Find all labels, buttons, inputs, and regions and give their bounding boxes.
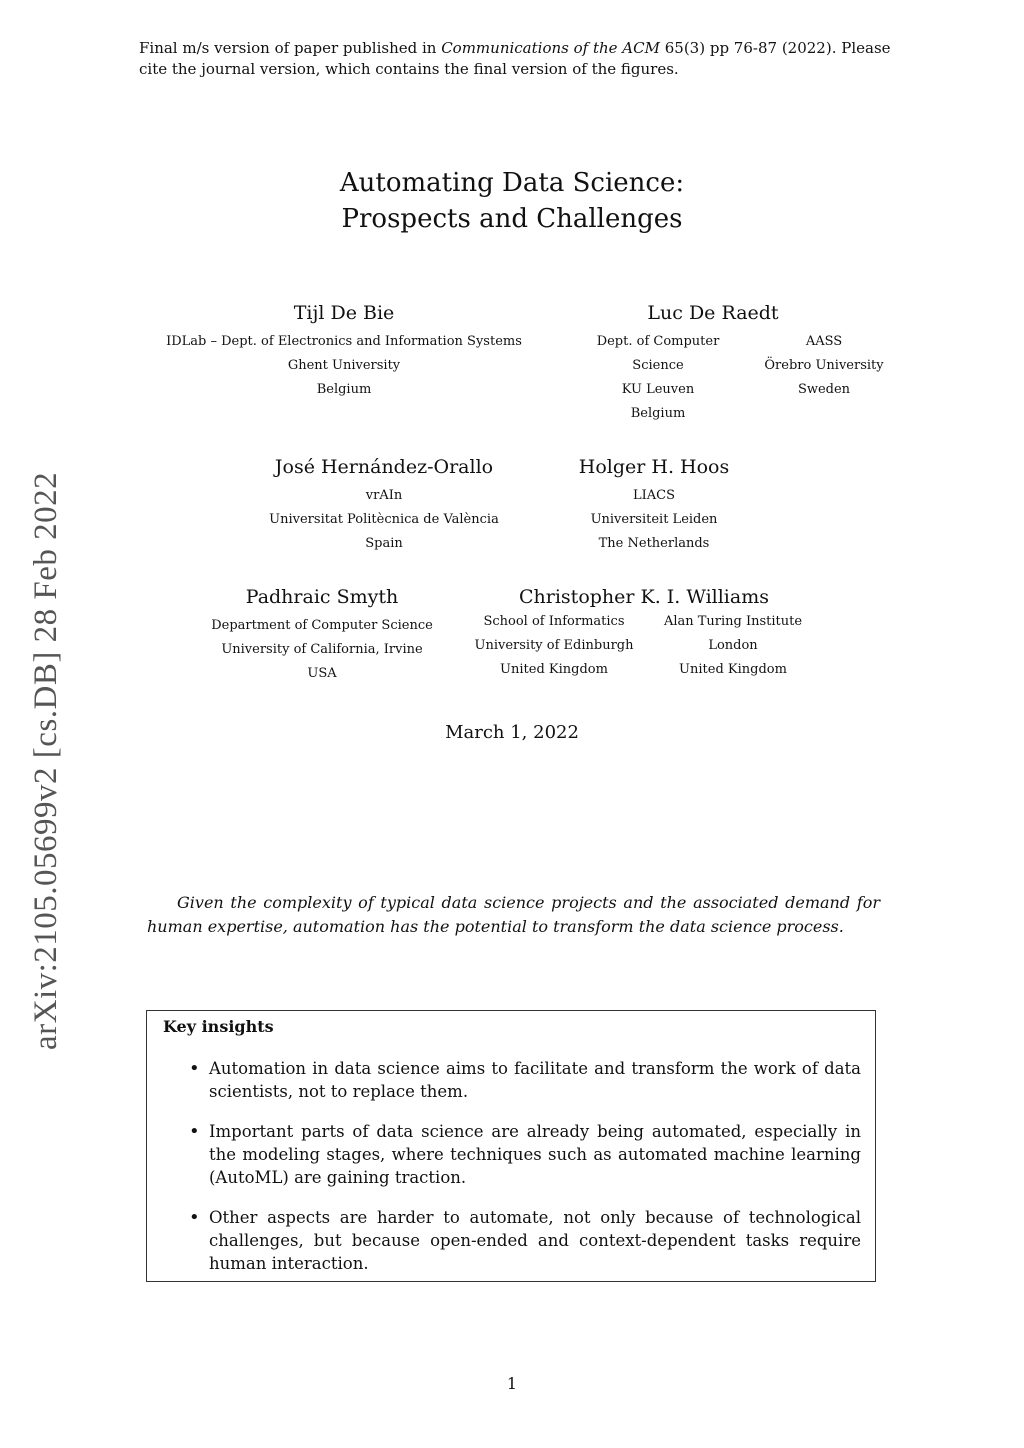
affiliation-country: Spain xyxy=(365,536,403,551)
affiliation-country: Sweden xyxy=(797,382,851,397)
affiliation-department: vrAIn xyxy=(365,488,403,503)
affiliation-department: AASS xyxy=(805,334,843,349)
paper-title-line-2: Prospects and Challenges xyxy=(341,204,683,234)
author-name: José Hernández-Orallo xyxy=(274,456,494,478)
affiliation-institution: Ghent University xyxy=(287,358,401,373)
author-de-raedt-affiliation-orebro xyxy=(744,330,904,402)
author-williams-affiliation-edinburgh xyxy=(474,610,634,682)
publication-note-suffix: 65(3) pp 76-87 (2022). Please cite the journal version, which contains the final version of the figures. xyxy=(139,39,891,78)
affiliation-institution: University of Edinburgh xyxy=(474,638,634,653)
author-de-raedt xyxy=(563,300,863,330)
publication-note xyxy=(139,38,899,80)
key-insights-list xyxy=(189,1057,861,1292)
author-williams-affiliation-turing xyxy=(660,610,806,682)
bullet-icon: • xyxy=(189,1121,200,1142)
bullet-icon: • xyxy=(189,1058,200,1079)
author-de-bie xyxy=(154,300,534,402)
author-hernandez-orallo xyxy=(254,454,514,556)
key-insight-text: Automation in data science aims to facilitate and transform the work of data scientists, not to replace them. xyxy=(209,1059,861,1101)
publication-note-prefix: Final m/s version of paper published in xyxy=(139,39,442,57)
affiliation-country: Belgium xyxy=(316,382,372,397)
affiliation-department: LIACS xyxy=(632,488,675,503)
key-insight-text: Important parts of data science are already being automated, especially in the modeling stages, where techniques such as automated machine learning (AutoML) are gaining traction. xyxy=(209,1122,861,1187)
paper-title xyxy=(0,165,1024,237)
key-insight-item xyxy=(189,1120,861,1189)
affiliation-department: IDLab – Dept. of Electronics and Information Systems xyxy=(166,334,522,349)
author-smyth xyxy=(207,584,437,686)
author-name: Holger H. Hoos xyxy=(578,456,730,478)
author-name: Luc De Raedt xyxy=(647,302,779,324)
author-hoos xyxy=(574,454,734,556)
affiliation-department: Alan Turing Institute xyxy=(663,614,803,629)
affiliation-institution: London xyxy=(708,638,758,653)
affiliation-institution: Universiteit Leiden xyxy=(590,512,718,527)
abstract-text: Given the complexity of typical data science projects and the associated demand for human expertise, automation has the potential to transform the data science process. xyxy=(147,893,880,936)
affiliation-country: United Kingdom xyxy=(679,662,787,677)
affiliation-department: Dept. of Computer Science xyxy=(596,334,720,373)
page-number: 1 xyxy=(506,1374,518,1393)
affiliation-institution: University of California, Irvine xyxy=(221,642,423,657)
publication-date: March 1, 2022 xyxy=(445,722,579,743)
affiliation-institution: Örebro University xyxy=(764,358,884,373)
abstract xyxy=(147,891,880,939)
affiliation-country: United Kingdom xyxy=(500,662,608,677)
affiliation-department: Department of Computer Science xyxy=(211,618,433,633)
key-insight-text: Other aspects are harder to automate, not only because of technological challenges, but because open-ended and context-dependent tasks require human interaction. xyxy=(209,1208,861,1273)
author-name: Padhraic Smyth xyxy=(245,586,399,608)
arxiv-identifier: arXiv:2105.05699v2 [cs.DB] 28 Feb 2022 xyxy=(28,471,64,1050)
key-insight-item xyxy=(189,1057,861,1103)
affiliation-institution: Universitat Politècnica de València xyxy=(269,512,499,527)
paper-title-line-1: Automating Data Science: xyxy=(339,168,685,198)
journal-name: Communications of the ACM xyxy=(441,39,660,57)
affiliation-country: USA xyxy=(307,666,337,681)
key-insights-title: Key insights xyxy=(163,1017,274,1036)
affiliation-country: The Netherlands xyxy=(598,536,710,551)
author-name: Tijl De Bie xyxy=(293,302,395,324)
affiliation-department: School of Informatics xyxy=(483,614,625,629)
key-insights-box xyxy=(146,1010,876,1282)
bullet-icon: • xyxy=(189,1207,200,1228)
author-name: Christopher K. I. Williams xyxy=(519,586,769,608)
key-insight-item xyxy=(189,1206,861,1275)
affiliation-country: Belgium xyxy=(630,406,686,421)
author-de-raedt-affiliation-leuven xyxy=(572,330,744,426)
affiliation-institution: KU Leuven xyxy=(621,382,695,397)
